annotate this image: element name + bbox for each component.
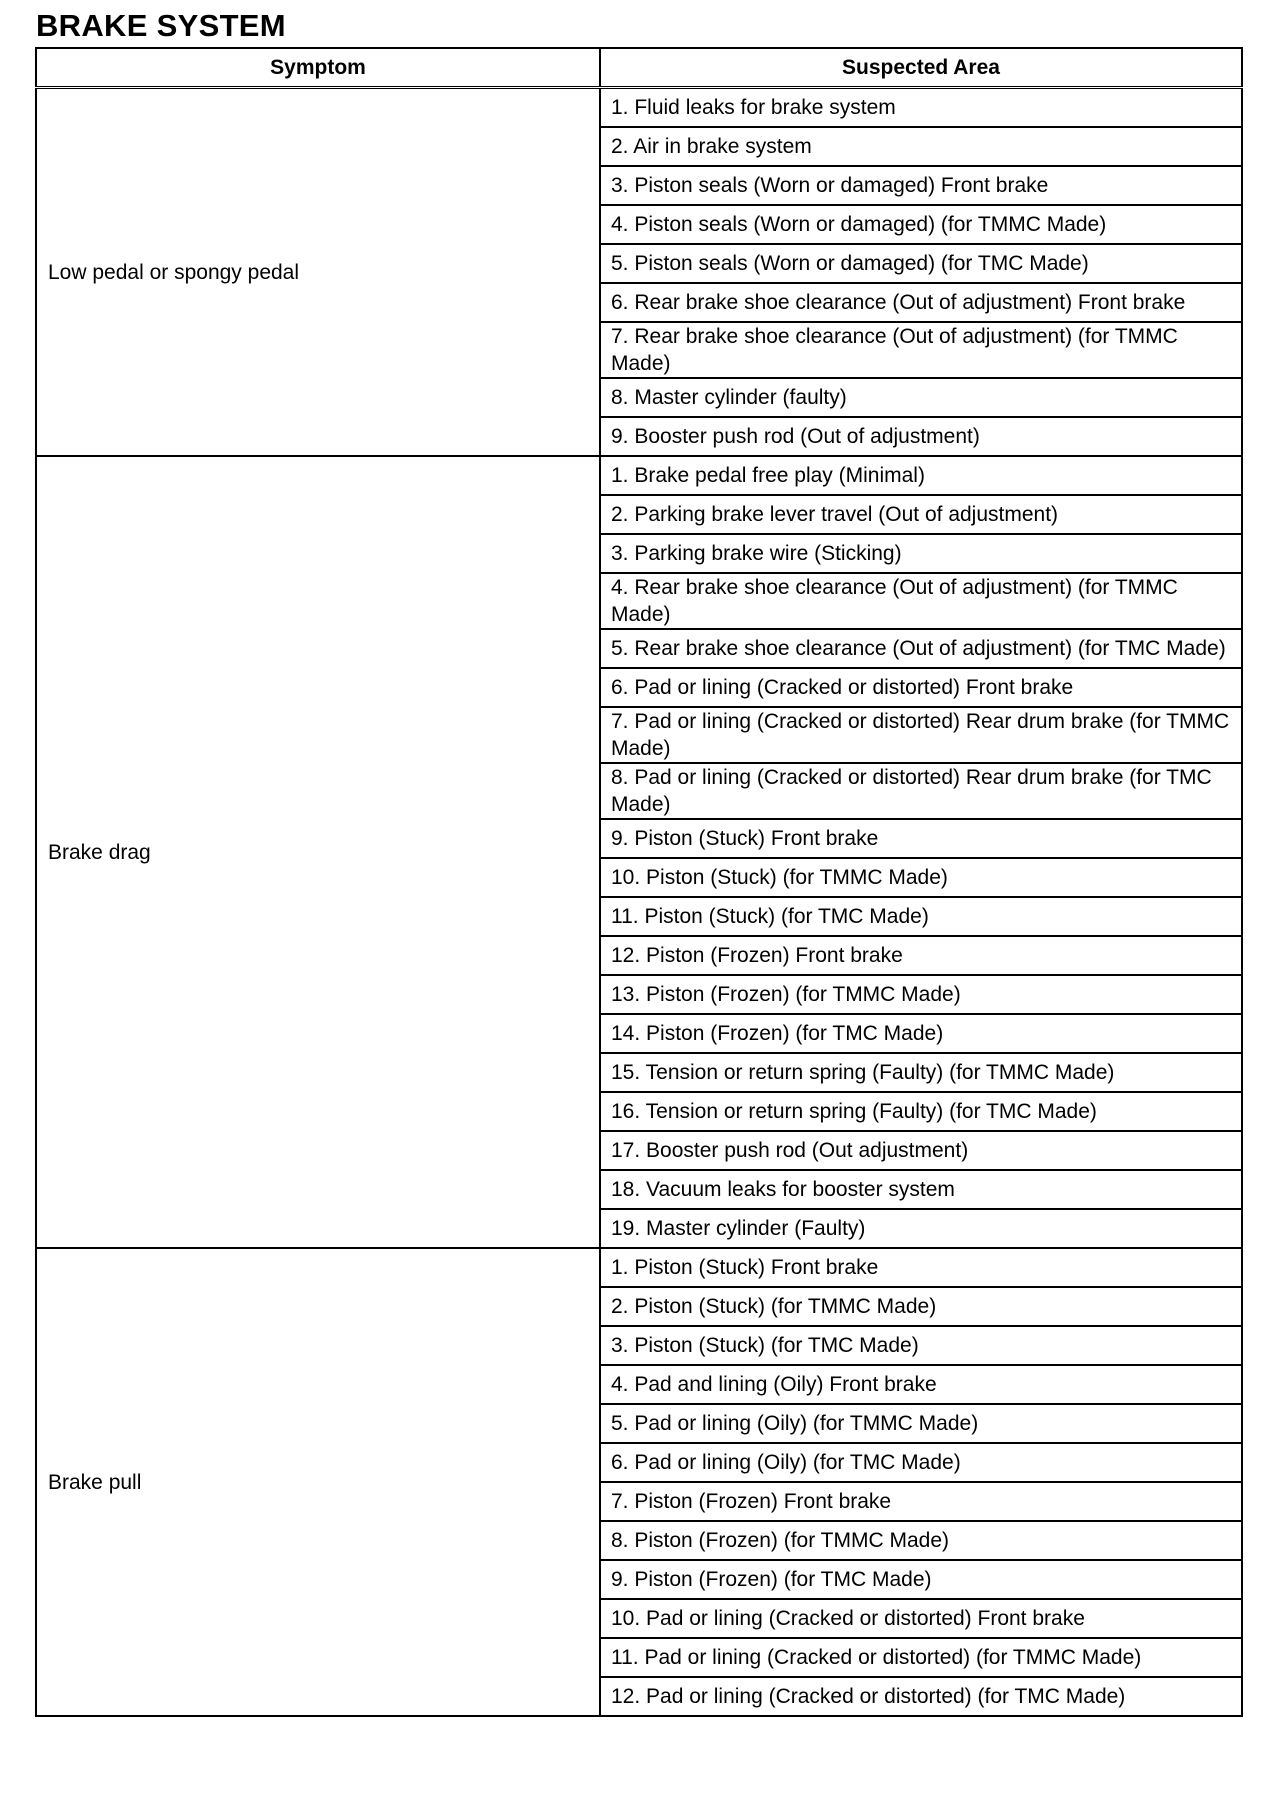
table-body [36, 88, 1242, 1717]
symptom-column-header: Symptom [36, 48, 600, 88]
suspected-area-cell: 13. Piston (Frozen) (for TMMC Made) [600, 975, 1242, 1014]
symptom-cell: Low pedal or spongy pedal [36, 88, 600, 457]
suspected-area-cell: 8. Pad or lining (Cracked or distorted) Rear drum brake (for TMC Made) [600, 763, 1242, 819]
suspected-area-cell: 6. Rear brake shoe clearance (Out of adjustment) Front brake [600, 283, 1242, 322]
suspected-area-cell: 7. Rear brake shoe clearance (Out of adjustment) (for TMMC Made) [600, 322, 1242, 378]
suspected-area-cell: 16. Tension or return spring (Faulty) (for TMC Made) [600, 1092, 1242, 1131]
suspected-area-cell: 2. Parking brake lever travel (Out of adjustment) [600, 495, 1242, 534]
suspected-area-cell: 1. Fluid leaks for brake system [600, 88, 1242, 128]
page-title: BRAKE SYSTEM [36, 8, 286, 43]
suspected-area-cell: 6. Pad or lining (Oily) (for TMC Made) [600, 1443, 1242, 1482]
suspected-area-cell: 5. Piston seals (Worn or damaged) (for TMC Made) [600, 244, 1242, 283]
suspected-area-cell: 18. Vacuum leaks for booster system [600, 1170, 1242, 1209]
suspected-area-cell: 3. Piston seals (Worn or damaged) Front brake [600, 166, 1242, 205]
suspected-area-cell: 3. Parking brake wire (Sticking) [600, 534, 1242, 573]
suspected-area-cell: 9. Piston (Frozen) (for TMC Made) [600, 1560, 1242, 1599]
suspected-area-cell: 8. Piston (Frozen) (for TMMC Made) [600, 1521, 1242, 1560]
suspected-area-cell: 9. Piston (Stuck) Front brake [600, 819, 1242, 858]
symptom-cell: Brake pull [36, 1248, 600, 1716]
table-row [36, 88, 1242, 128]
suspected-area-cell: 6. Pad or lining (Cracked or distorted) Front brake [600, 668, 1242, 707]
suspected-area-cell: 7. Pad or lining (Cracked or distorted) Rear drum brake (for TMMC Made) [600, 707, 1242, 763]
suspected-area-cell: 12. Pad or lining (Cracked or distorted) (for TMC Made) [600, 1677, 1242, 1716]
suspected-area-cell: 1. Piston (Stuck) Front brake [600, 1248, 1242, 1287]
table-row [36, 1248, 1242, 1287]
brake-system-table [35, 47, 1243, 1717]
suspected-area-cell: 4. Pad and lining (Oily) Front brake [600, 1365, 1242, 1404]
suspected-area-cell: 11. Piston (Stuck) (for TMC Made) [600, 897, 1242, 936]
suspected-area-cell: 14. Piston (Frozen) (for TMC Made) [600, 1014, 1242, 1053]
suspected-area-cell: 10. Piston (Stuck) (for TMMC Made) [600, 858, 1242, 897]
suspected-area-cell: 2. Air in brake system [600, 127, 1242, 166]
suspected-area-cell: 8. Master cylinder (faulty) [600, 378, 1242, 417]
suspected-area-cell: 4. Rear brake shoe clearance (Out of adjustment) (for TMMC Made) [600, 573, 1242, 629]
header-row [36, 48, 1242, 88]
suspected-area-cell: 1. Brake pedal free play (Minimal) [600, 456, 1242, 495]
suspected-area-cell: 3. Piston (Stuck) (for TMC Made) [600, 1326, 1242, 1365]
symptom-cell: Brake drag [36, 456, 600, 1248]
suspected-area-cell: 15. Tension or return spring (Faulty) (for TMMC Made) [600, 1053, 1242, 1092]
suspected-area-cell: 10. Pad or lining (Cracked or distorted) Front brake [600, 1599, 1242, 1638]
suspected-area-cell: 5. Pad or lining (Oily) (for TMMC Made) [600, 1404, 1242, 1443]
suspected-area-cell: 19. Master cylinder (Faulty) [600, 1209, 1242, 1248]
suspected-area-cell: 7. Piston (Frozen) Front brake [600, 1482, 1242, 1521]
suspected-area-cell: 11. Pad or lining (Cracked or distorted) (for TMMC Made) [600, 1638, 1242, 1677]
suspected-area-cell: 12. Piston (Frozen) Front brake [600, 936, 1242, 975]
suspected-area-cell: 2. Piston (Stuck) (for TMMC Made) [600, 1287, 1242, 1326]
table-row [36, 456, 1242, 495]
suspected-area-cell: 4. Piston seals (Worn or damaged) (for TMMC Made) [600, 205, 1242, 244]
suspected-area-column-header: Suspected Area [600, 48, 1242, 88]
suspected-area-cell: 9. Booster push rod (Out of adjustment) [600, 417, 1242, 456]
suspected-area-cell: 5. Rear brake shoe clearance (Out of adjustment) (for TMC Made) [600, 629, 1242, 668]
suspected-area-cell: 17. Booster push rod (Out adjustment) [600, 1131, 1242, 1170]
